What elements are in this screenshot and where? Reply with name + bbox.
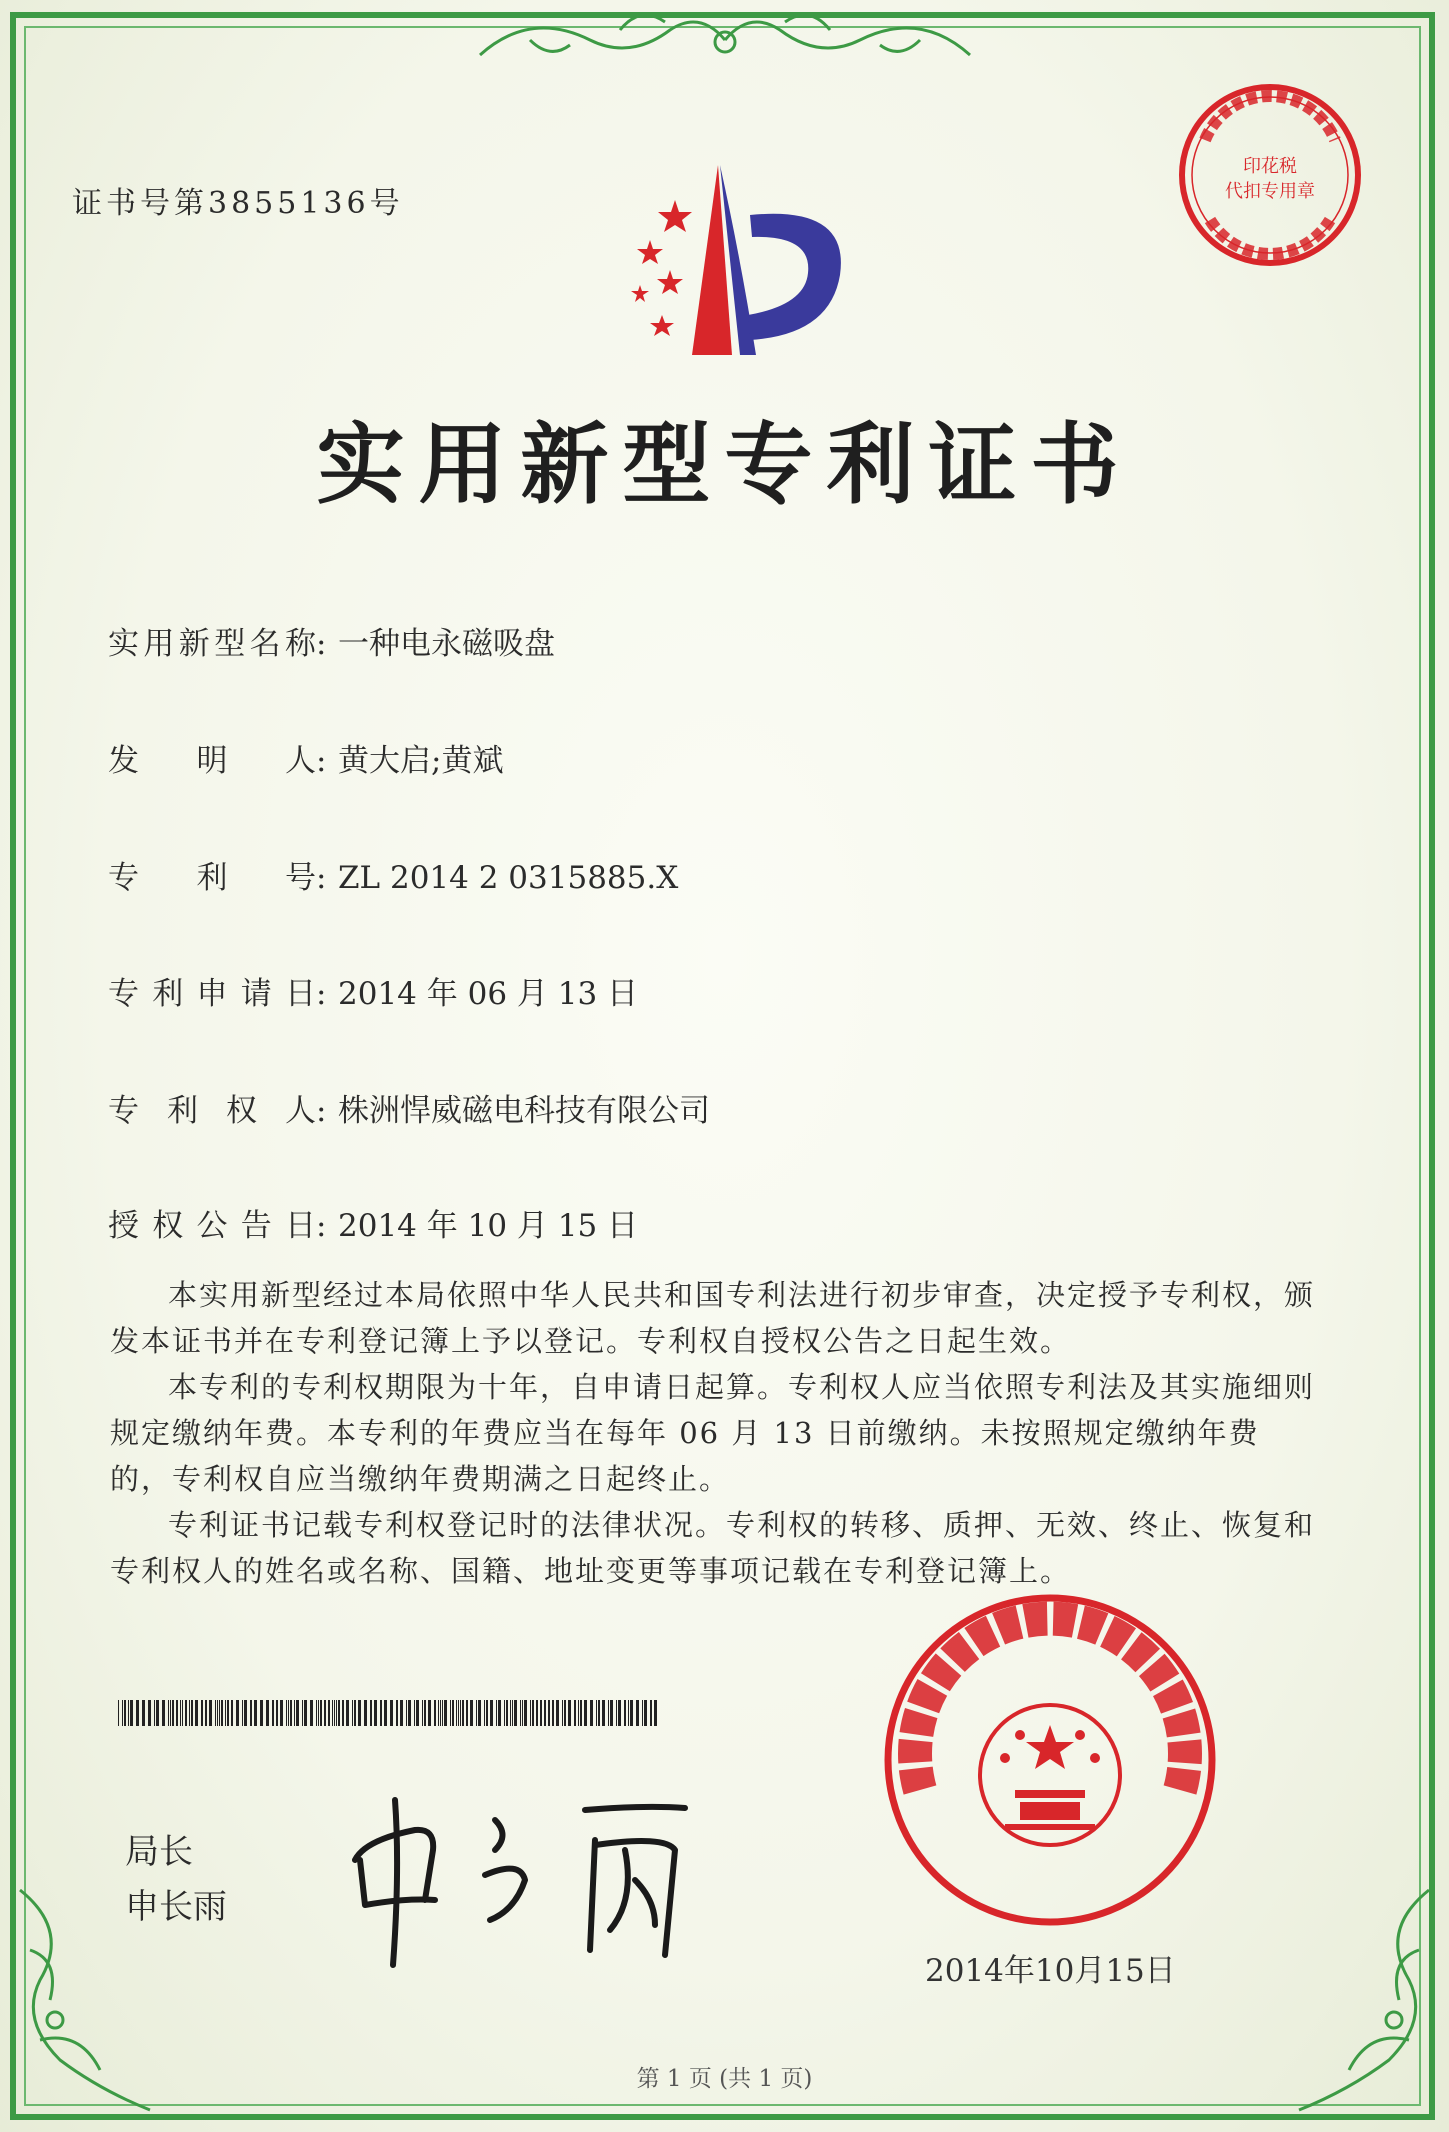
field-label: 专利申请日: [108, 976, 316, 1012]
barcode-bar: [380, 1700, 382, 1726]
barcode-bar: [408, 1700, 411, 1726]
barcode-bar: [236, 1700, 239, 1726]
barcode-bar: [556, 1700, 559, 1726]
field-value: 2014 年 06 月 13 日: [338, 976, 639, 1012]
barcode-bar: [590, 1700, 593, 1726]
barcode-bar: [654, 1700, 657, 1726]
barcode-bar: [486, 1700, 488, 1726]
barcode-bar: [318, 1700, 319, 1726]
barcode-bar: [466, 1700, 468, 1726]
barcode-bar: [374, 1700, 377, 1726]
barcode-bar: [422, 1700, 423, 1726]
barcode-bar: [304, 1700, 307, 1726]
barcode-bar: [334, 1700, 335, 1726]
barcode-bar: [644, 1700, 647, 1726]
barcode-bar: [512, 1700, 513, 1726]
barcode-bar: [370, 1700, 372, 1726]
barcode-bar: [215, 1700, 216, 1726]
barcode-bar: [442, 1700, 443, 1726]
barcode-bar: [540, 1700, 542, 1726]
barcode-bar: [456, 1700, 457, 1726]
barcode-bar: [122, 1700, 123, 1726]
barcode-bar: [336, 1700, 337, 1726]
field-inventor: 发明人: 黄大启;黄斌: [108, 735, 503, 780]
barcode-bar: [250, 1700, 252, 1726]
barcode-bar: [219, 1700, 220, 1726]
barcode-bar: [458, 1700, 459, 1726]
barcode-bar: [510, 1700, 511, 1726]
barcode-bar: [650, 1700, 652, 1726]
barcode-bar: [310, 1700, 313, 1726]
barcode-bar: [416, 1700, 419, 1726]
barcode-bar: [195, 1700, 198, 1726]
barcode-bar: [130, 1700, 133, 1726]
field-patent-number: 专利号: ZL 2014 2 0315885.X: [108, 852, 678, 897]
certificate-text: [110, 1272, 1318, 1594]
barcode-bar: [618, 1700, 621, 1726]
barcode-bar: [225, 1700, 226, 1726]
paragraph: 本实用新型经过本局依照中华人民共和国专利法进行初步审查，决定授予专利权，颁发本证书并在专利登记簿上予以登记。专利权自授权公告之日起生效。: [110, 1278, 1316, 1358]
barcode-bar: [328, 1700, 330, 1726]
barcode-bar: [428, 1700, 431, 1726]
barcode-bar: [596, 1700, 597, 1726]
barcode-bar: [209, 1700, 212, 1726]
barcode-bar: [536, 1700, 538, 1726]
barcode-bar: [522, 1700, 523, 1726]
barcode-bar: [478, 1700, 481, 1726]
barcode-bar: [286, 1700, 287, 1726]
barcode-bar: [396, 1700, 398, 1726]
barcode-bar: [142, 1700, 145, 1726]
barcode-bar: [470, 1700, 473, 1726]
barcode-bar: [288, 1700, 289, 1726]
barcode-bar: [496, 1700, 497, 1726]
barcode-bar: [302, 1700, 303, 1726]
barcode-bar: [124, 1700, 126, 1726]
barcode-bar: [320, 1700, 322, 1726]
barcode-bar: [128, 1700, 129, 1726]
barcode-bar: [168, 1700, 169, 1726]
director-signature: [345, 1780, 765, 1980]
director-name: 申长雨: [125, 1887, 227, 1927]
barcode-bar: [176, 1700, 178, 1726]
barcode-bar: [498, 1700, 501, 1726]
barcode-bar: [444, 1700, 447, 1726]
barcode-bar: [490, 1700, 493, 1726]
barcode-bar: [548, 1700, 550, 1726]
barcode-bar: [424, 1700, 426, 1726]
field-patentee: 专利权人: 株洲悍威磁电科技有限公司: [108, 1085, 710, 1130]
barcode-bar: [544, 1700, 546, 1726]
barcode-bar: [552, 1700, 554, 1726]
barcode-bar: [342, 1700, 344, 1726]
barcode-bar: [438, 1700, 439, 1726]
page-footer: 第 1 页 (共 1 页): [636, 2066, 813, 2092]
top-ornament: [470, 0, 980, 80]
barcode-bar: [406, 1700, 407, 1726]
barcode-bar: [294, 1700, 295, 1726]
seal-date: 2014年10月15日: [925, 1953, 1176, 1989]
barcode-bar: [574, 1700, 576, 1726]
barcode-bar: [598, 1700, 600, 1726]
barcode-bar: [316, 1700, 317, 1726]
svg-text:代扣专用章: 代扣专用章: [1225, 181, 1315, 202]
barcode-bar: [616, 1700, 617, 1726]
barcode-bar: [462, 1700, 464, 1726]
barcode-bar: [185, 1700, 187, 1726]
barcode-bar: [414, 1700, 415, 1726]
barcode-bar: [162, 1700, 165, 1726]
barcode-bar: [221, 1700, 223, 1726]
barcode-bar: [562, 1700, 563, 1726]
barcode-bar: [254, 1700, 257, 1726]
barcode-bar: [296, 1700, 299, 1726]
barcode-bar: [242, 1700, 243, 1726]
barcode-bar: [156, 1700, 159, 1726]
barcode-bar: [514, 1700, 517, 1726]
barcode-bar: [324, 1700, 326, 1726]
barcode-bar: [390, 1700, 393, 1726]
barcode-bar: [440, 1700, 441, 1726]
barcode-bar: [227, 1700, 229, 1726]
barcode-bar: [118, 1700, 119, 1726]
barcode-bar: [154, 1700, 155, 1726]
barcode-bar: [182, 1700, 183, 1726]
field-label: 专利权人: [108, 1093, 316, 1129]
barcode-bar: [136, 1700, 139, 1726]
barcode-bar: [332, 1700, 333, 1726]
barcode-bar: [338, 1700, 340, 1726]
barcode-bar: [636, 1700, 639, 1726]
page-title: 实用新型专利证书: [316, 412, 1133, 516]
field-application-date: 专利申请日: 2014 年 06 月 13 日: [108, 968, 638, 1013]
barcode-bar: [352, 1700, 353, 1726]
barcode-bar: [504, 1700, 505, 1726]
barcode-bar: [578, 1700, 579, 1726]
barcode-bar: [172, 1700, 174, 1726]
field-value: 株洲悍威磁电科技有限公司: [338, 1093, 710, 1129]
barcode-bar: [272, 1700, 274, 1726]
barcode-bar: [260, 1700, 263, 1726]
barcode-bar: [201, 1700, 203, 1726]
certificate-number: 证书号第3855136号: [72, 186, 404, 221]
sipo-logo: [600, 155, 860, 365]
barcode-bar: [608, 1700, 609, 1726]
field-label: 实用新型名称: [108, 626, 316, 662]
barcode-bar: [530, 1700, 531, 1726]
barcode-bar: [602, 1700, 605, 1726]
barcode-bar: [280, 1700, 283, 1726]
barcode-bar: [191, 1700, 193, 1726]
barcode-bar: [217, 1700, 218, 1726]
barcode-bar: [484, 1700, 485, 1726]
barcode-bar: [148, 1700, 151, 1726]
barcode: [118, 1700, 663, 1726]
barcode-bar: [476, 1700, 477, 1726]
barcode-bar: [628, 1700, 629, 1726]
barcode-bar: [452, 1700, 454, 1726]
field-utility-name: 实用新型名称: 一种电永磁吸盘: [108, 618, 555, 663]
field-label: 专利号: [108, 860, 316, 896]
barcode-bar: [266, 1700, 269, 1726]
svg-text:印花税: 印花税: [1243, 156, 1297, 177]
cnipa-seal: [880, 1590, 1220, 1930]
field-value: 2014 年 10 月 15 日: [338, 1208, 639, 1244]
barcode-bar: [642, 1700, 643, 1726]
barcode-bar: [346, 1700, 349, 1726]
barcode-bar: [170, 1700, 171, 1726]
barcode-bar: [384, 1700, 387, 1726]
barcode-bar: [290, 1700, 292, 1726]
barcode-bar: [354, 1700, 356, 1726]
field-value: 一种电永磁吸盘: [338, 626, 555, 662]
barcode-bar: [364, 1700, 367, 1726]
field-value: 黄大启;黄斌: [338, 743, 504, 779]
barcode-bar: [180, 1700, 181, 1726]
barcode-bar: [276, 1700, 278, 1726]
barcode-bar: [630, 1700, 633, 1726]
barcode-bar: [434, 1700, 436, 1726]
barcode-bar: [460, 1700, 461, 1726]
barcode-bar: [506, 1700, 508, 1726]
barcode-bar: [624, 1700, 626, 1726]
director-title: 局长: [125, 1832, 193, 1872]
tax-stamp: [1175, 80, 1365, 270]
barcode-bar: [231, 1700, 233, 1726]
director-block: [125, 1825, 227, 1935]
barcode-bar: [568, 1700, 571, 1726]
paragraph: 本专利的专利权期限为十年，自申请日起算。专利权人应当依照专利法及其实施细则规定缴纳年费。本专利的年费应当在每年 06 月 13 日前缴纳。未按照规定缴纳年费的，专利权自应当缴纳年费期满之日起终止。: [110, 1370, 1316, 1496]
barcode-bar: [400, 1700, 403, 1726]
barcode-bar: [189, 1700, 190, 1726]
barcode-bar: [580, 1700, 582, 1726]
barcode-bar: [520, 1700, 521, 1726]
barcode-bar: [610, 1700, 613, 1726]
barcode-bar: [524, 1700, 527, 1726]
field-grant-date: 授权公告日: 2014 年 10 月 15 日: [108, 1200, 638, 1245]
field-label: 发明人: [108, 743, 316, 779]
barcode-bar: [564, 1700, 566, 1726]
barcode-bar: [532, 1700, 534, 1726]
barcode-bar: [358, 1700, 361, 1726]
barcode-bar: [584, 1700, 587, 1726]
barcode-bar: [450, 1700, 451, 1726]
barcode-bar: [244, 1700, 247, 1726]
field-value: ZL 2014 2 0315885.X: [338, 860, 679, 896]
field-label: 授权公告日: [108, 1208, 316, 1244]
barcode-bar: [205, 1700, 207, 1726]
paragraph: 专利证书记载专利权登记时的法律状况。专利权的转移、质押、无效、终止、恢复和专利权人的姓名或名称、国籍、地址变更等事项记载在专利登记簿上。: [110, 1508, 1316, 1588]
